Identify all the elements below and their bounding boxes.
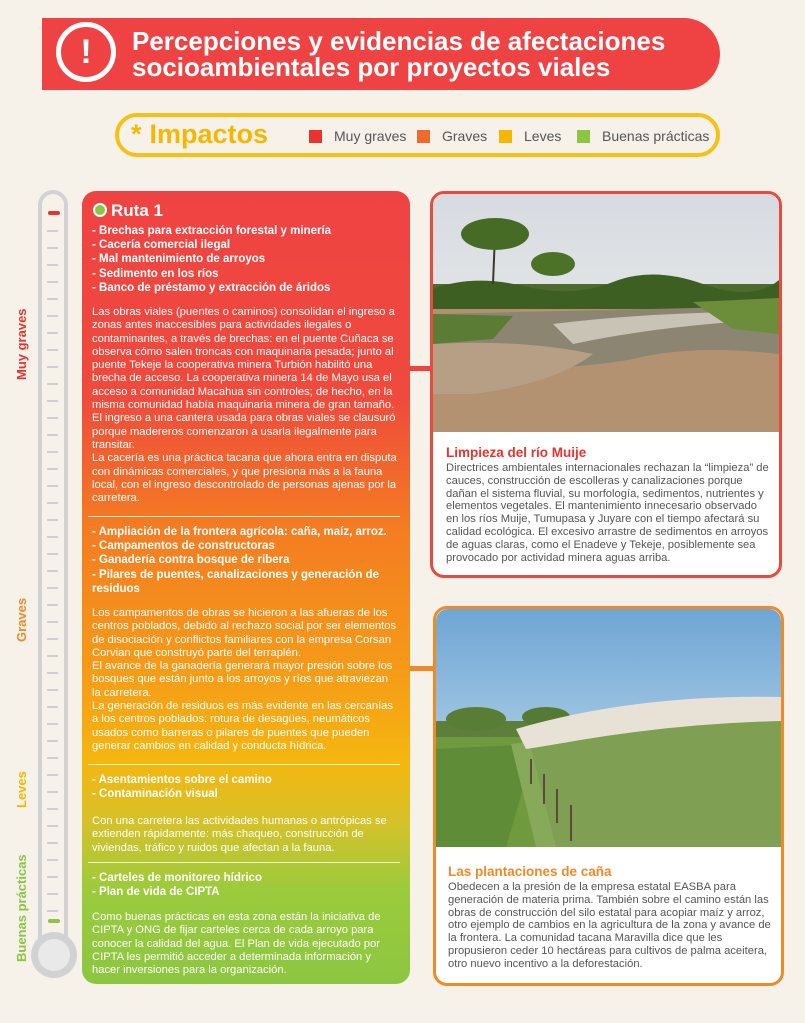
section-1-text [92,306,397,505]
thermometer-tick [47,553,58,555]
connector-line [410,666,434,671]
paragraph: Con una carretera las actividades humanas o antrópicas se extienden rápidamente: más chaqueo, construcción de viviendas, tráfico y ruidos que afectan a la fauna. [92,815,387,854]
river-photo [433,194,779,432]
sugarcane-photo-image [436,609,781,847]
list-item: - Cacería comercial ilegal [92,239,231,252]
thermometer-tick [47,587,58,589]
thermometer-tick [47,876,58,878]
list-item: - Asentamientos sobre el camino [92,774,272,786]
thermometer-tick [47,230,58,232]
list-item: - Ganadería contra bosque de ribera [92,554,290,567]
asterisk-icon: * [131,119,142,149]
section-4-bullets [92,871,392,899]
thermometer-tick [47,791,58,793]
thermometer-tick [47,723,58,725]
section-3-text [92,815,397,855]
list-item: - Plan de vida de CIPTA [92,886,220,899]
thermometer-tick [47,672,58,674]
thermometer-tick [47,451,58,453]
section-1-bullets [92,224,392,295]
paragraph: La cacería es una práctica tacana que ahora entra en disputa con dinámicas comerciales, y que presiona más a la fauna local, con el ingreso descontrolado de personas ajenas por la carretera. [92,452,397,505]
thermometer-tick [47,740,58,742]
paragraph: Como buenas prácticas en esta zona están la iniciativa de CIPTA y ONG de fijar carteles cerca de cada arroyo para conocer la calidad del agua. El Plan de vida ejecutado por CIPTA les permitió acceder a determinada información y hacer inversiones para la organización. [92,911,381,977]
thermometer-tick [47,281,58,283]
list-item: - Contaminación visual [92,788,218,801]
page-title-line-1: Percepciones y evidencias de afectaciones [132,26,666,56]
paragraph: Las obras viales (puentes o caminos) consolidan el ingreso a zonas antes inaccesibles para actividades ilegales o contaminantes, a través de brechas: en el puente Cuñaca se observa cómo salen troncas con maquinaria pesada; junto al puente Tekeje la cooperativa minera Turbión habilitó una brecha de acceso. La cooperativa minera 14 de Mayo usa el acceso a comunidad Macahua sin controles; de hecho, en la misma comunidad había maquinaria minera de gran tamaño. El ingreso a una cantera usada para obras viales se clausuró porque madereros comenzaron a usarla ilegalmente para transitar. [92,306,396,451]
list-item: - Brechas para extracción forestal y minería [92,225,332,237]
scale-label-leves: Leves [14,771,29,808]
thermometer-tick [47,417,58,419]
thermometer-tick [47,689,58,691]
thermometer-tick [47,485,58,487]
list-item: - Mal mantenimiento de arroyos [92,253,266,266]
legend-swatch-icon [309,130,322,143]
thermometer-tick [47,808,58,810]
thermometer-tick [47,383,58,385]
thermometer-tick [47,247,58,249]
thermometer-tick [47,757,58,759]
divider [88,516,400,517]
list-item: - Pilares de puentes, canalizaciones y generación de residuos [92,568,379,595]
list-item: - Ampliación de la frontera agrícola: caña, maíz, arroz. [92,526,387,538]
page-title-line-2: socioambientales por proyectos viales [132,52,611,82]
scale-label-muy-graves: Muy graves [14,308,29,380]
thermometer-bulb-inner [38,939,70,971]
thermometer-bottom-marker [48,919,60,923]
river-photo-image [433,194,779,432]
thermometer-tick [47,366,58,368]
thermometer-tick [47,264,58,266]
thermometer-tick [47,825,58,827]
thermometer-tick [47,910,58,912]
route-dot-icon [93,203,107,217]
scale-label-graves: Graves [14,597,29,642]
thermometer-tick [47,519,58,521]
list-item: - Carteles de monitoreo hídrico [92,872,262,884]
photo-text-river: Directrices ambientales internacionales rechazan la “limpieza” de cauces, construcción de escolleras y canalizaciones porque dañan el sistema fluvial, su morfología, sedimentos, nutrientes y elementos vegetales. El mantenimiento innecesario observado en los ríos Muije, Tumupasa y Juyare con el tiempo afectará su calidad ecológica. El excesivo arrastre de sedimentos en arroyos de aguas claras, como el Enadeve y Tekeje, posiblemente sea provocado por actividad minera aguas arriba. [446,462,769,564]
thermometer-tick [47,536,58,538]
legend-item-buenas-practicas: Buenas prácticas [577,128,709,144]
thermometer-tick [47,621,58,623]
section-2-text [92,607,397,753]
photo-text-sugarcane: Obedecen a la presión de la empresa estatal EASBA para generación de materia prima. También sobre el camino están las obras de construcción del silo estatal para acopiar maíz y arroz, otro ejemplo de cambios en la agricultura de la zona y avance de la frontera. La comunidad tacana Maravilla dice que les propusieron ceder 10 hectáreas para cultivos de palma aceitera, otro nuevo incentivo a la deforestación. [448,881,771,970]
thermometer-tick [47,604,58,606]
thermometer-tick [47,502,58,504]
thermometer-tick [47,859,58,861]
section-2-bullets [92,525,392,596]
legend-swatch-icon [577,130,590,143]
thermometer-tick [47,332,58,334]
thermometer-tick [47,655,58,657]
alert-icon: ! [56,22,116,82]
scale-label-buenas-practicas: Buenas prácticas [14,854,29,962]
photo-title-river: Limpieza del río Muije [446,445,587,460]
connector-line [410,366,432,371]
divider [88,764,400,765]
section-3-bullets [92,773,392,801]
divider [88,862,400,863]
legend-swatch-icon [499,130,512,143]
paragraph: El avance de la ganadería generará mayor presión sobre los bosques que están junto a los arroyos y ríos que atraviezan la carretera. [92,660,393,699]
thermometer-tick [47,570,58,572]
thermometer-tick [47,400,58,402]
thermometer-tick [47,315,58,317]
route-title: Ruta 1 [93,201,163,221]
thermometer-tick [47,638,58,640]
list-item: - Banco de préstamo y extracción de áridos [92,281,331,294]
thermometer-tick [47,842,58,844]
thermometer-tick [47,349,58,351]
photo-title-sugarcane: Las plantaciones de caña [448,864,612,879]
thermometer-tick [47,468,58,470]
thermometer-tick [47,706,58,708]
paragraph: Los campamentos de obras se hicieron a las afueras de los centros poblados, debido al rechazo social por ser elementos de disociación y conflictos familiares con la empresa Corsan Corvian que construyó parte del terraplén. [92,607,397,659]
thermometer-tick [47,298,58,300]
impact-legend [115,113,720,157]
legend-swatch-icon [417,130,430,143]
sugarcane-photo [436,609,781,847]
page-title [132,28,717,80]
thermometer-tick [47,893,58,895]
list-item: - Sedimento en los ríos [92,267,219,280]
legend-item-muy-graves: Muy graves [309,128,406,144]
legend-item-leves: Leves [499,128,561,144]
list-item: - Campamentos de constructoras [92,540,275,553]
legend-item-graves: Graves [417,128,487,144]
thermometer-icon [38,190,68,960]
section-4-text [92,911,397,977]
paragraph: La generación de residuos es más evidente en las cercanías a los centros poblados: rotura de desagües, neumáticos usados como barreras o pilares de puentes que pueden generar cambios en calidad y conducta hídrica. [92,700,394,752]
thermometer-top-marker [48,211,60,215]
thermometer-tick [47,434,58,436]
legend-title: * Impactos [131,119,269,149]
thermometer-tick [47,774,58,776]
